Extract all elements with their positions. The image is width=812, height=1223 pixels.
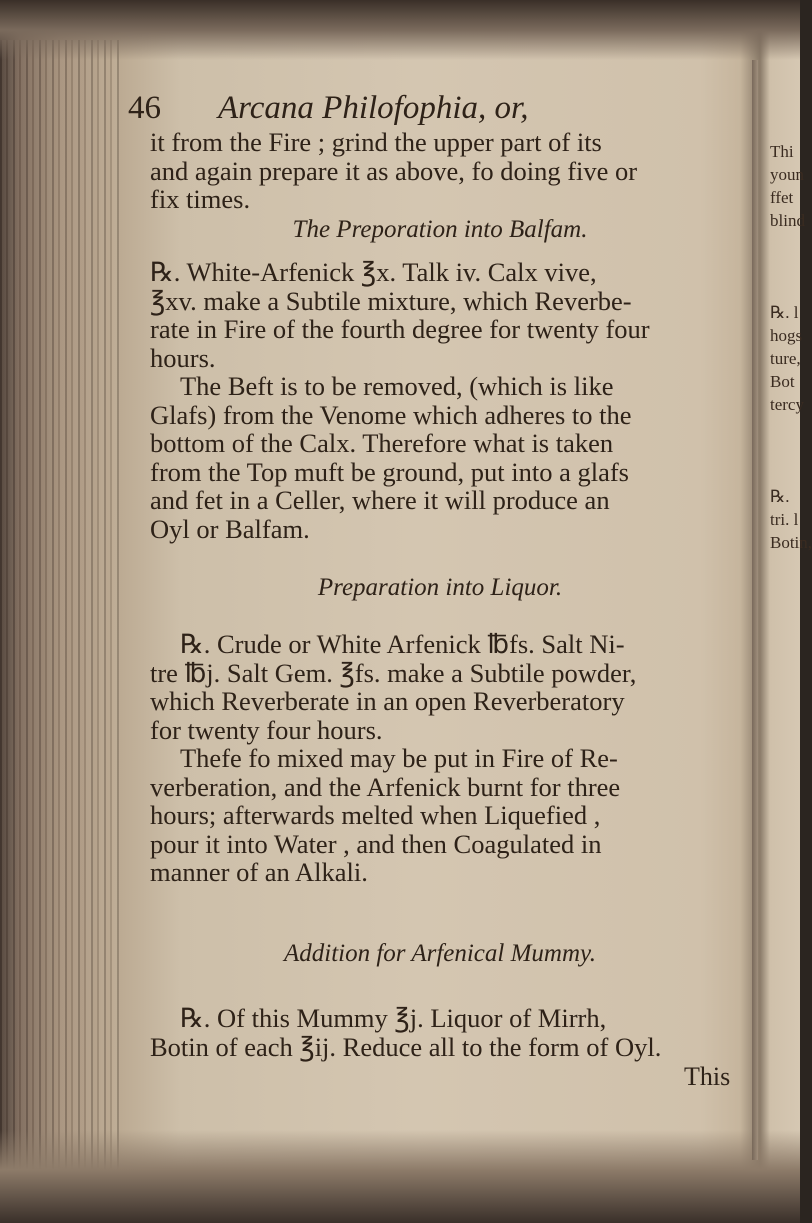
fragment-line xyxy=(770,232,800,255)
fragment-line: tri. l xyxy=(770,510,799,529)
text-line: tre ℔j. Salt Gem. ℥fs. make a Subtile powder, xyxy=(150,657,637,688)
text-line: Botin of each ℥ij. Reduce all to the form of Oyl. xyxy=(150,1031,662,1062)
text-line: manner of an Alkali. xyxy=(150,857,368,887)
paragraph-block-1 xyxy=(150,128,730,214)
fragment-line: Botin, xyxy=(770,533,812,552)
text-line: fix times. xyxy=(150,184,251,214)
paragraph-block-4 xyxy=(150,1004,730,1061)
facing-page-fragments xyxy=(770,140,812,554)
text-line: hours; afterwards melted when Liquefied , xyxy=(150,800,601,830)
text-line: bottom of the Calx. Therefore what is taken xyxy=(150,428,614,458)
fragment-line xyxy=(770,416,800,439)
text-line: verberation, and the Arfenick burnt for three xyxy=(150,771,621,802)
text-line: hours. xyxy=(150,342,216,373)
text-line: and again prepare it as above, fo doing five or xyxy=(150,155,638,186)
paragraph-block-2 xyxy=(150,258,730,543)
page-number: 46 xyxy=(128,90,161,126)
fragment-line xyxy=(770,439,800,462)
section-heading-mummy: Addition for Arfenical Mummy. xyxy=(283,940,596,967)
fragment-line: ℞. l xyxy=(770,303,799,322)
text-line: which Reverberate in an open Reverberatory xyxy=(150,686,625,716)
text-line: and fet in a Celler, where it will produce an xyxy=(150,485,610,515)
fragment-line: ffet xyxy=(770,188,794,207)
fragment-line: Bot xyxy=(770,372,795,391)
text-line: Oyl or Balfam. xyxy=(150,513,310,544)
text-line: Glafs) from the Venome which adheres to the xyxy=(150,399,632,430)
fragment-line: ℞. xyxy=(770,487,790,506)
fragment-line: youn xyxy=(770,165,804,184)
text-line: ℥xv. make a Subtile mixture, which Reverbe- xyxy=(150,285,632,316)
text-line: ℞. Of this Mummy ℥j. Liquor of Mirrh, xyxy=(180,1003,607,1033)
text-line: for twenty four hours. xyxy=(150,714,383,745)
text-line: Thefe fo mixed may be put in Fire of Re- xyxy=(180,743,618,773)
fragment-line xyxy=(770,255,800,278)
catchword: This xyxy=(684,1062,731,1091)
text-line: from the Top muft be ground, put into a glafs xyxy=(150,456,629,487)
fragment-line: ture, xyxy=(770,349,801,368)
text-line: The Beft is to be removed, (which is like xyxy=(180,371,614,401)
text-line: pour it into Water , and then Coagulated in xyxy=(150,828,602,859)
section-heading-liquor: Preparation into Liquor. xyxy=(317,574,563,601)
fragment-line: tercy xyxy=(770,395,804,414)
running-head xyxy=(128,90,710,130)
fragment-line xyxy=(770,462,800,485)
fragment-line xyxy=(770,278,800,301)
running-title: Arcana Philofophia, or, xyxy=(218,90,529,126)
page-fold xyxy=(752,60,758,1160)
text-line: ℞. White-Arfenick ℥x. Talk iv. Calx vive, xyxy=(150,257,597,287)
fragment-line: blind xyxy=(770,211,805,230)
fragment-line: Thi xyxy=(770,142,794,161)
fragment-line: hogs xyxy=(770,326,803,345)
text-line: rate in Fire of the fourth degree for twenty four xyxy=(150,314,650,344)
paragraph-block-3 xyxy=(150,630,730,887)
text-line: ℞. Crude or White Arfenick ℔fs. Salt Ni- xyxy=(180,629,625,659)
section-heading-balsam: The Preporation into Balfam. xyxy=(292,216,588,243)
bottom-edge-shadow xyxy=(0,1130,800,1223)
text-line: it from the Fire ; grind the upper part of its xyxy=(150,127,602,157)
book-gutter-edges xyxy=(0,40,120,1190)
top-edge-shadow xyxy=(0,0,800,60)
